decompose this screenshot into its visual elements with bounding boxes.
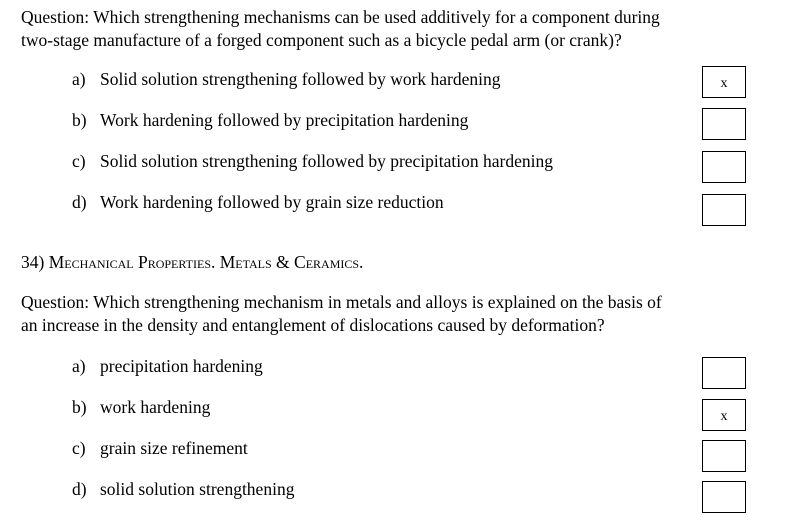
- option-letter: c): [72, 151, 86, 171]
- option-text: Solid solution strengthening followed by precipitation hardening: [100, 151, 553, 171]
- question-2-checkbox-c[interactable]: [702, 440, 746, 472]
- question-2-checkbox-b[interactable]: [702, 399, 746, 431]
- checkbox-mark: x: [720, 76, 728, 91]
- option-letter: d): [72, 192, 87, 212]
- question-2-option-a: [72, 355, 263, 377]
- option-letter: a): [72, 356, 86, 376]
- question-1-checkbox-b[interactable]: [702, 108, 746, 140]
- section-heading: [21, 251, 363, 273]
- question-1-checkbox-a[interactable]: [702, 66, 746, 98]
- question-1-option-d: [72, 191, 444, 213]
- question-2-line-2: an increase in the density and entanglement of dislocations caused by deformation?: [21, 315, 605, 335]
- question-2-text: [21, 291, 741, 337]
- question-2-checkbox-a[interactable]: [702, 357, 746, 389]
- question-1-option-b: [72, 109, 468, 131]
- question-1-line-2: two-stage manufacture of a forged component such as a bicycle pedal arm (or crank)?: [21, 30, 622, 50]
- question-1-line-1: Question: Which strengthening mechanisms can be used additively for a component during: [21, 7, 660, 27]
- option-letter: a): [72, 69, 86, 89]
- option-text: grain size refinement: [100, 438, 248, 458]
- option-letter: d): [72, 479, 87, 499]
- option-text: precipitation hardening: [100, 356, 263, 376]
- option-text: Work hardening followed by precipitation hardening: [100, 110, 469, 130]
- option-text: work hardening: [100, 397, 211, 417]
- option-letter: b): [72, 110, 87, 130]
- option-letter: b): [72, 397, 87, 417]
- option-letter: c): [72, 438, 86, 458]
- option-text: Work hardening followed by grain size reduction: [100, 192, 444, 212]
- question-2-option-b: [72, 396, 210, 418]
- question-1-checkbox-d[interactable]: [702, 194, 746, 226]
- question-2-line-1: Question: Which strengthening mechanism in metals and alloys is explained on the basis of: [21, 292, 662, 312]
- checkbox-mark: x: [720, 409, 728, 424]
- question-1-checkbox-c[interactable]: [702, 151, 746, 183]
- question-2-option-d: [72, 478, 294, 500]
- question-2-option-c: [72, 437, 248, 459]
- question-1-option-a: [72, 68, 501, 90]
- section-title: Mechanical Properties. Metals & Ceramics.: [48, 252, 364, 272]
- option-text: Solid solution strengthening followed by work hardening: [100, 69, 501, 89]
- question-1-text: [21, 6, 741, 52]
- section-number: 34): [21, 252, 45, 272]
- question-2-checkbox-d[interactable]: [702, 481, 746, 513]
- option-text: solid solution strengthening: [100, 479, 295, 499]
- question-1-option-c: [72, 150, 553, 172]
